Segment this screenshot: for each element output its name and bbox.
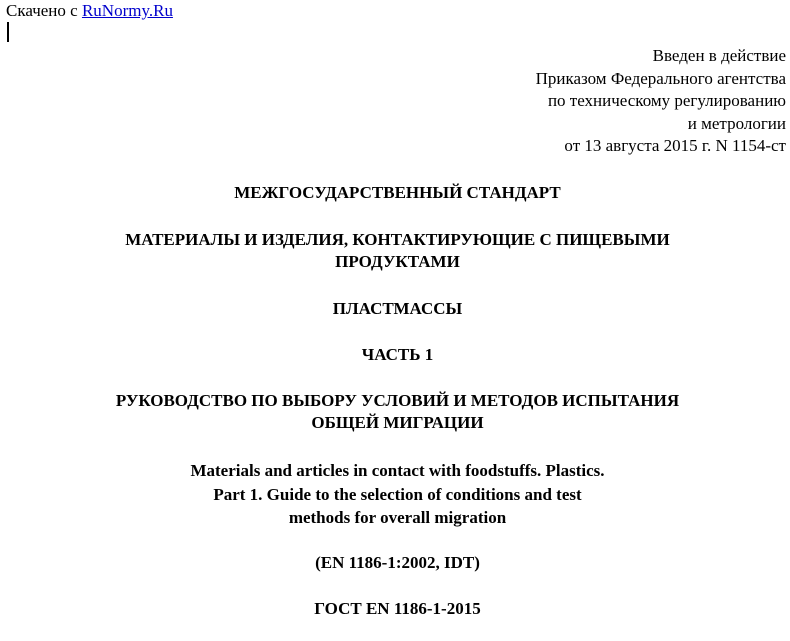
en-code-heading [0,552,790,574]
part-heading [0,344,790,366]
english-title [0,459,790,530]
heading-line: ЧАСТЬ 1 [361,345,434,364]
interstate-standard-heading [0,182,790,204]
source-prefix: Скачено с [6,1,78,20]
approval-block [536,45,786,158]
guide-heading [0,390,790,434]
heading-line: Materials and articles in contact with foodstuffs. Plastics. [190,461,605,480]
heading-line: ПРОДУКТАМИ [335,252,460,271]
approval-line: и метрологии [687,113,786,133]
heading-line: Part 1. Guide to the selection of conditions and test [213,484,582,504]
heading-line: ОБЩЕЙ МИГРАЦИИ [311,413,484,432]
approval-line: Приказом Федерального агентства [535,68,786,88]
plastics-heading [0,298,790,320]
materials-heading [0,229,790,273]
approval-line: Введен в действие [652,46,786,65]
text-cursor [7,22,9,42]
heading-line: МАТЕРИАЛЫ И ИЗДЕЛИЯ, КОНТАКТИРУЮЩИЕ С ПИЩЕВЫМИ [125,230,670,249]
heading-line: ПЛАСТМАССЫ [332,299,463,318]
source-line [6,1,173,21]
runormy-link[interactable]: RuNormy.Ru [81,1,173,20]
gost-heading [0,598,790,620]
heading-line: methods for overall migration [288,508,507,527]
approval-line: по техническому регулированию [547,91,786,110]
heading-line: РУКОВОДСТВО ПО ВЫБОРУ УСЛОВИЙ И МЕТОДОВ ИСПЫТАНИЯ [115,391,680,410]
approval-line: от 13 августа 2015 г. N 1154-ст [564,136,786,155]
heading-line: МЕЖГОСУДАРСТВЕННЫЙ СТАНДАРТ [234,183,561,202]
heading-line: ГОСТ EN 1186-1-2015 [314,599,481,618]
heading-line: (EN 1186-1:2002, IDT) [315,553,480,572]
